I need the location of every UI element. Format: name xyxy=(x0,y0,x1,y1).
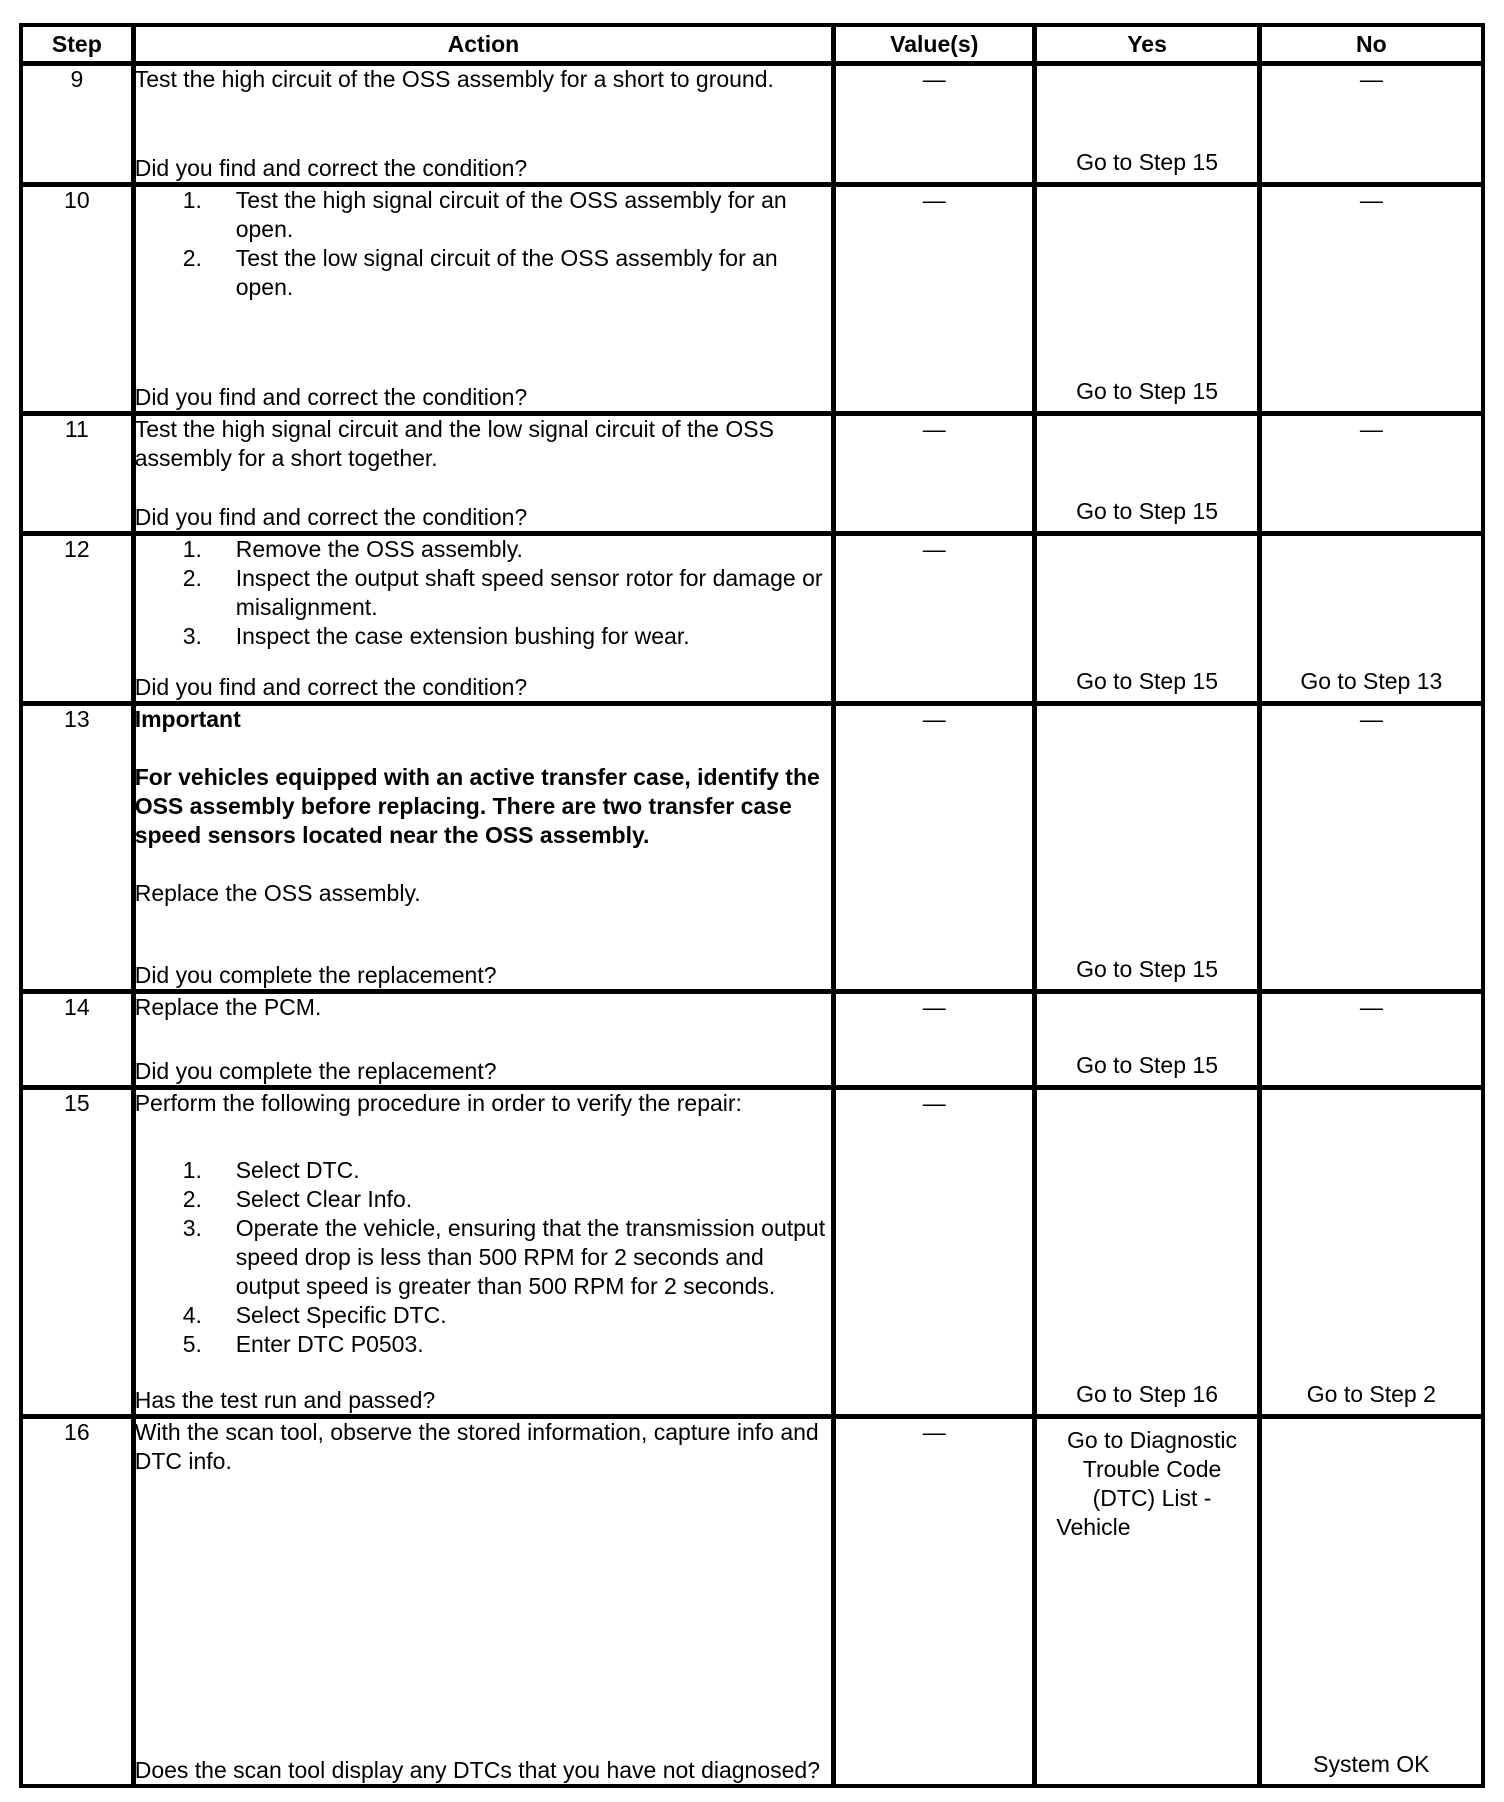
step-number: 10 xyxy=(22,186,135,415)
important-heading: Important xyxy=(134,706,241,732)
list-item: 3. Operate the vehicle, ensuring that the transmission output speed drop is less than 500 RPM for 2 seconds and output speed is greater than 500 RPM for 2 seconds. xyxy=(182,1215,826,1299)
yes-link[interactable]: Go to Step 16 xyxy=(1076,1381,1218,1407)
value-cell: — xyxy=(835,705,1036,993)
value-cell: — xyxy=(835,535,1036,705)
step-number: 15 xyxy=(22,1089,135,1418)
no-cell: — xyxy=(1261,186,1485,415)
table-row xyxy=(22,993,1485,1089)
action-question: Did you find and correct the condition? xyxy=(134,155,528,181)
action-list xyxy=(135,1156,832,1359)
action-question: Did you complete the replacement? xyxy=(134,1058,497,1084)
action-question: Did you find and correct the condition? xyxy=(134,384,528,410)
action-question: Did you find and correct the condition? xyxy=(134,674,528,700)
value-cell: — xyxy=(835,65,1036,186)
action-text: Test the high signal circuit and the low signal circuit of the OSS assembly for a short together. xyxy=(134,416,774,471)
no-link[interactable]: Go to Step 2 xyxy=(1306,1381,1436,1407)
step-number: 14 xyxy=(22,993,135,1089)
list-item: 5. Enter DTC P0503. xyxy=(182,1331,424,1357)
value-cell: — xyxy=(835,186,1036,415)
yes-cell xyxy=(1036,186,1260,415)
yes-link[interactable]: Go to Step 15 xyxy=(1076,498,1218,524)
no-cell: — xyxy=(1261,705,1485,993)
action-text: Replace the OSS assembly. xyxy=(134,880,421,906)
action-cell xyxy=(135,65,835,186)
action-question: Does the scan tool display any DTCs that you have not diagnosed? xyxy=(134,1757,821,1783)
list-item: 1. Select DTC. xyxy=(182,1157,360,1183)
action-cell xyxy=(135,535,835,705)
header-action: Action xyxy=(135,26,835,65)
action-text: Test the high circuit of the OSS assembly for a short to ground. xyxy=(134,66,774,92)
list-item: 2. Test the low signal circuit of the OSS assembly for an open. xyxy=(182,245,778,300)
no-cell xyxy=(1261,1418,1485,1788)
yes-link[interactable]: Go to Step 15 xyxy=(1076,378,1218,404)
value-cell: — xyxy=(835,993,1036,1089)
table-row xyxy=(22,186,1485,415)
action-question: Has the test run and passed? xyxy=(134,1387,436,1413)
diagnostic-table xyxy=(19,23,1485,1788)
action-list xyxy=(135,535,832,651)
header-row xyxy=(22,26,1485,65)
table-row xyxy=(22,1418,1485,1788)
list-item: 2. Inspect the output shaft speed sensor rotor for damage or misalignment. xyxy=(182,565,823,620)
header-step: Step xyxy=(22,26,135,65)
step-number: 12 xyxy=(22,535,135,705)
system-ok-text: System OK xyxy=(1313,1751,1430,1777)
value-cell: — xyxy=(835,1418,1036,1788)
list-item: 2. Select Clear Info. xyxy=(182,1186,413,1212)
action-cell xyxy=(135,186,835,415)
step-number: 16 xyxy=(22,1418,135,1788)
no-cell xyxy=(1261,1089,1485,1418)
table-row xyxy=(22,705,1485,993)
value-cell: — xyxy=(835,1089,1036,1418)
header-values: Value(s) xyxy=(835,26,1036,65)
dtc-list-link[interactable]: Go to Diagnostic Trouble Code (DTC) List - Vehicle xyxy=(1056,1427,1238,1540)
action-text: Replace the PCM. xyxy=(134,994,322,1020)
action-cell xyxy=(135,1418,835,1788)
no-cell: — xyxy=(1261,65,1485,186)
important-note: For vehicles equipped with an active transfer case, identify the OSS assembly before replacing. There are two transfer case speed sensors located near the OSS assembly. xyxy=(134,764,820,848)
yes-cell xyxy=(1036,415,1260,535)
list-item: 1. Remove the OSS assembly. xyxy=(182,536,523,562)
list-item: 1. Test the high signal circuit of the OSS assembly for an open. xyxy=(182,187,787,242)
no-link[interactable]: Go to Step 13 xyxy=(1300,668,1443,694)
yes-cell xyxy=(1036,535,1260,705)
yes-cell xyxy=(1036,65,1260,186)
action-cell xyxy=(135,993,835,1089)
yes-cell xyxy=(1036,1418,1260,1788)
step-number: 9 xyxy=(22,65,135,186)
yes-cell xyxy=(1036,1089,1260,1418)
action-question: Did you find and correct the condition? xyxy=(134,504,528,530)
action-cell xyxy=(135,415,835,535)
header-no: No xyxy=(1261,26,1485,65)
yes-cell xyxy=(1036,993,1260,1089)
list-item: 4. Select Specific DTC. xyxy=(182,1302,447,1328)
no-cell: — xyxy=(1261,415,1485,535)
no-cell: — xyxy=(1261,993,1485,1089)
list-item: 3. Inspect the case extension bushing for wear. xyxy=(182,623,690,649)
action-question: Did you complete the replacement? xyxy=(134,962,497,988)
action-list xyxy=(135,186,832,302)
action-text: With the scan tool, observe the stored information, capture info and DTC info. xyxy=(134,1419,819,1474)
action-text: Perform the following procedure in order to verify the repair: xyxy=(134,1090,742,1116)
yes-link[interactable]: Go to Step 15 xyxy=(1076,668,1218,694)
yes-link[interactable]: Go to Step 15 xyxy=(1076,149,1218,175)
step-number: 13 xyxy=(22,705,135,993)
no-cell xyxy=(1261,535,1485,705)
table-row xyxy=(22,535,1485,705)
yes-cell xyxy=(1036,705,1260,993)
table-row xyxy=(22,65,1485,186)
action-cell xyxy=(135,1089,835,1418)
table-row xyxy=(22,415,1485,535)
step-number: 11 xyxy=(22,415,135,535)
action-cell xyxy=(135,705,835,993)
value-cell: — xyxy=(835,415,1036,535)
header-yes: Yes xyxy=(1036,26,1260,65)
table-row xyxy=(22,1089,1485,1418)
yes-link[interactable]: Go to Step 15 xyxy=(1076,956,1218,982)
yes-link[interactable]: Go to Step 15 xyxy=(1076,1052,1218,1078)
